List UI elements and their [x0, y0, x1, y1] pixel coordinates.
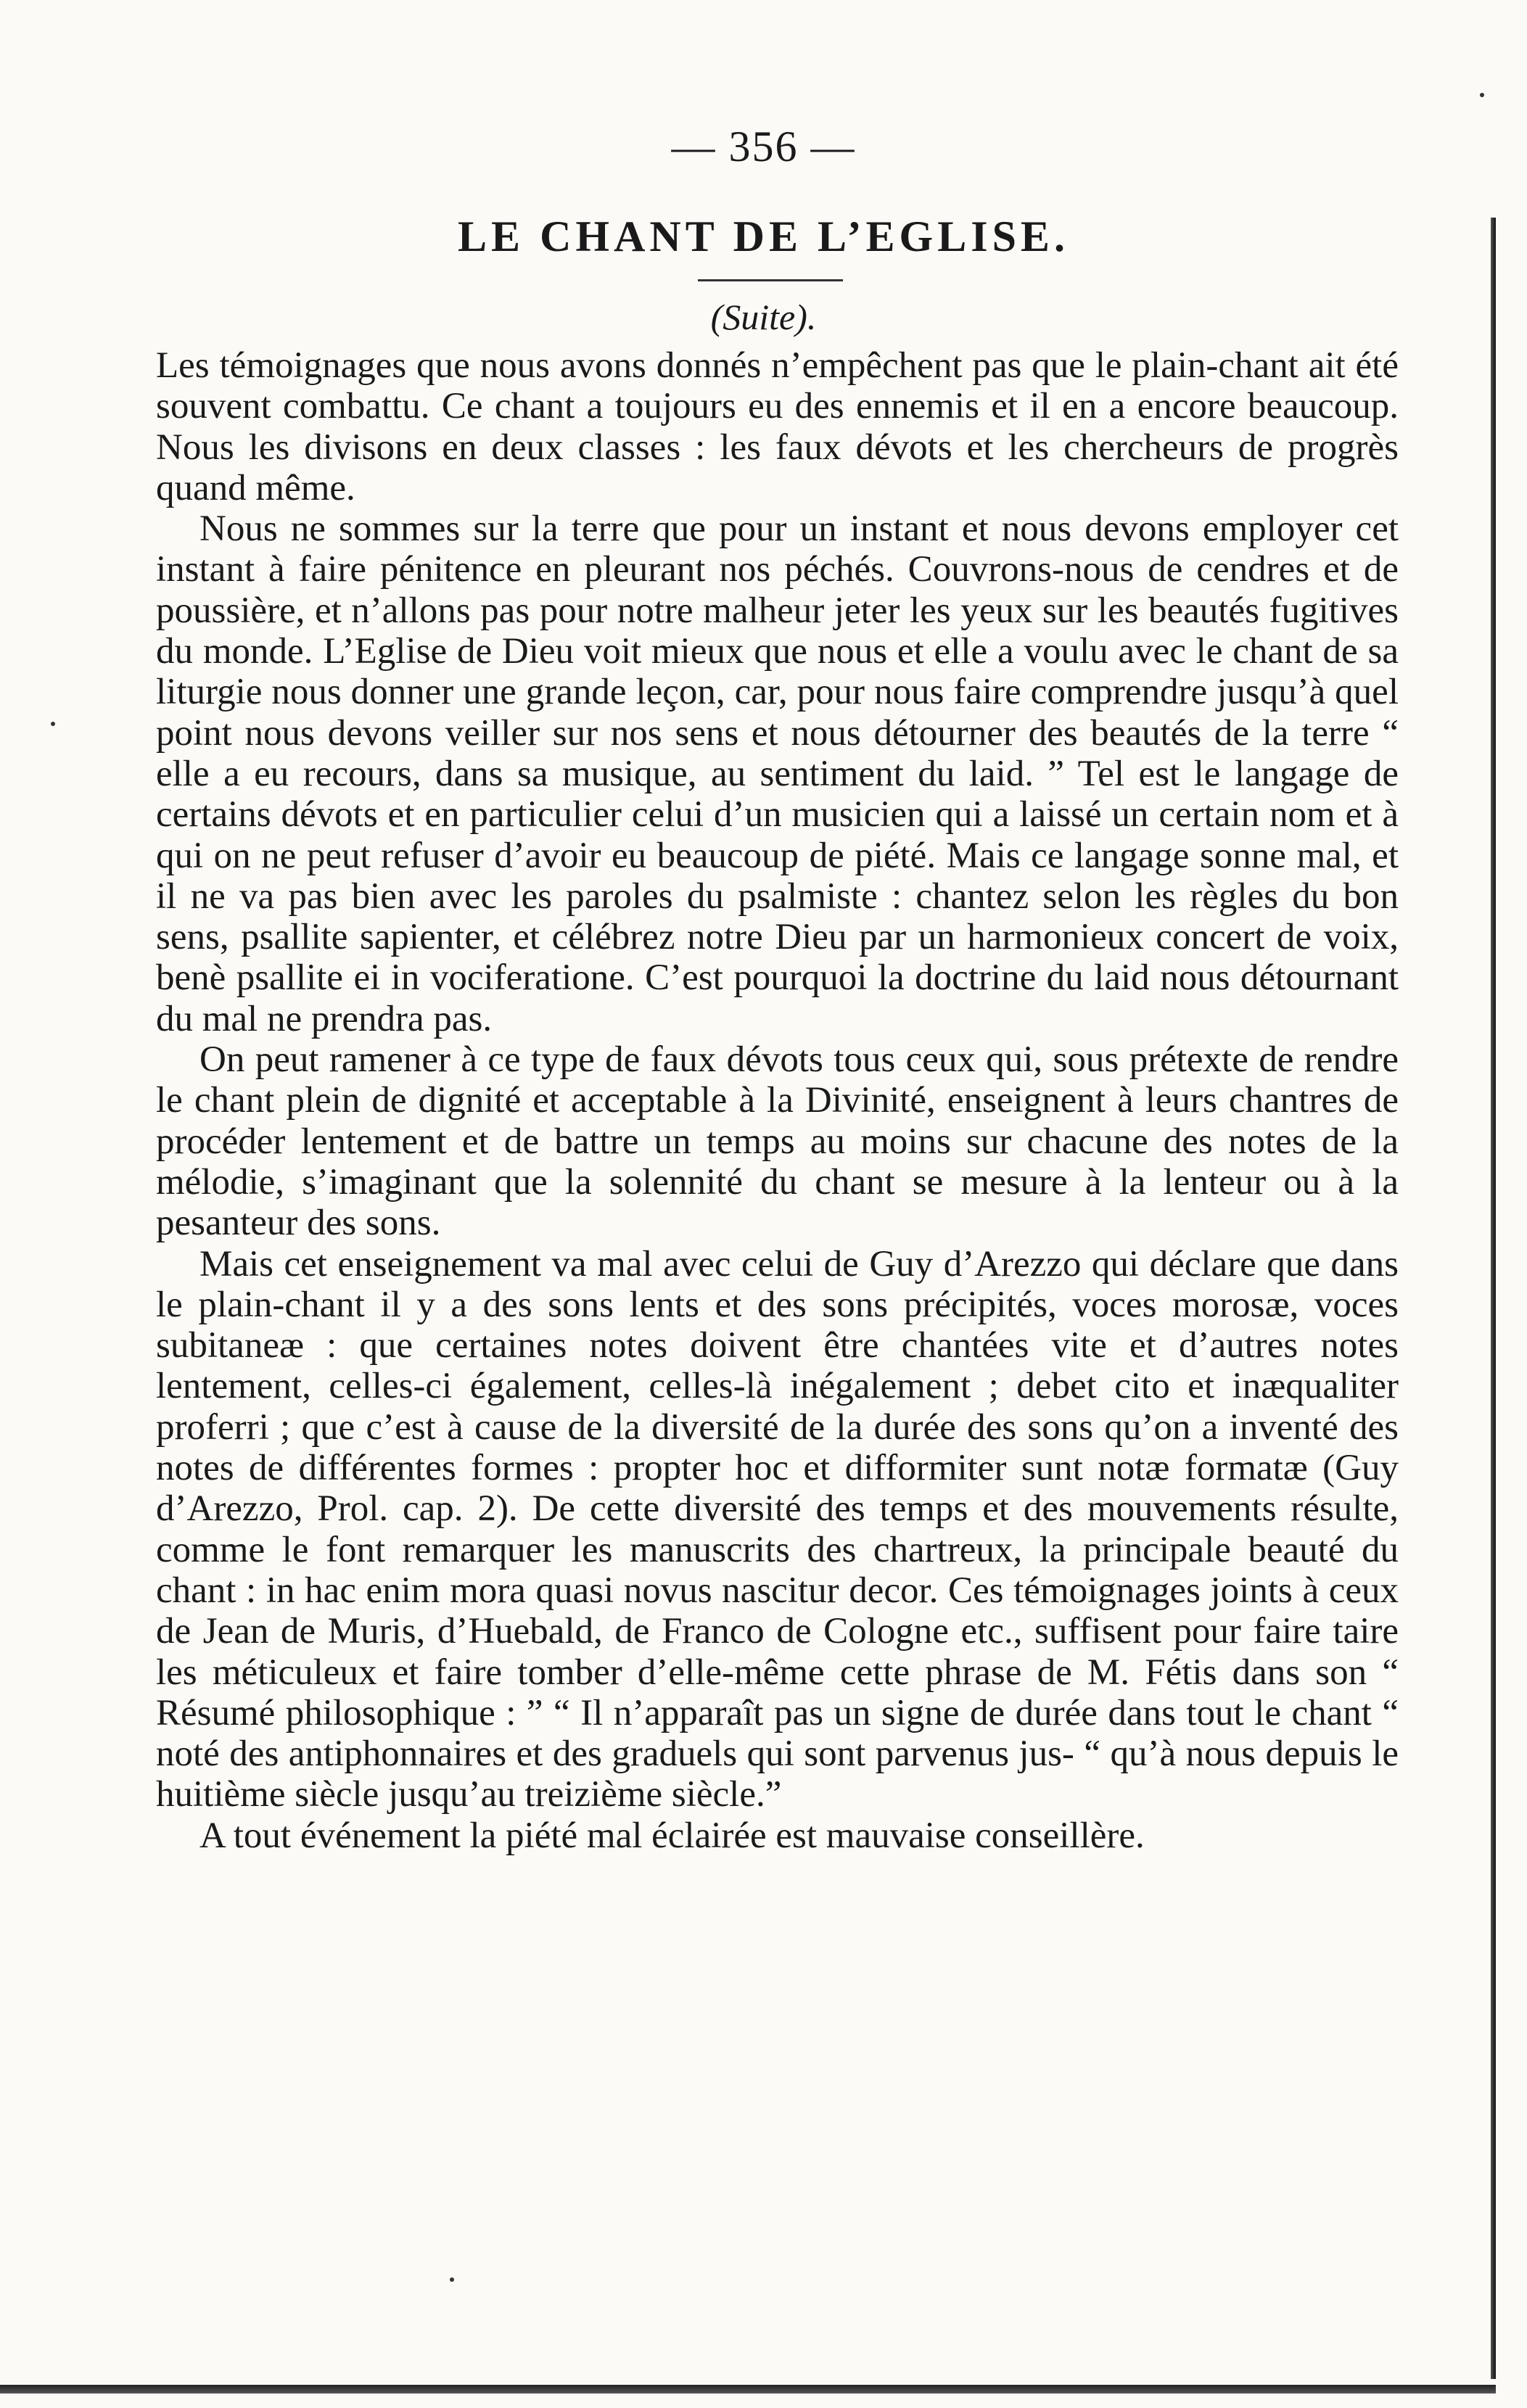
ink-spot	[1480, 93, 1484, 97]
body-text	[156, 345, 1399, 1856]
chapter-title: LE CHANT DE L’EGLISE.	[458, 213, 1069, 260]
ink-spot	[450, 2277, 454, 2282]
page-edge-bottom	[0, 2385, 1496, 2393]
page-edge-right	[1491, 218, 1496, 2379]
page-number: — 356 —	[671, 123, 856, 170]
ink-spot	[51, 722, 55, 726]
title-rule	[698, 279, 843, 281]
paragraph-2: Nous ne sommes sur la terre que pour un instant et nous devons employer cet instant à faire pénitence en pleurant nos péchés. Couvrons-nous de cendres et de poussière, et n’allons pas pour notre malheur jeter les yeux sur les beautés fugitives du monde. L’Eglise de Dieu voit mieux que nous et elle a voulu avec le chant de sa liturgie nous donner une grande leçon, car, pour nous faire comprendre jusqu’à quel point nous devons veiller sur nos sens et nous détourner des beautés de la terre “ elle a eu recours, dans sa musique, au sentiment du laid. ” Tel est le langage de certains dévots et en particulier celui d’un musicien qui a laissé un certain nom et à qui on ne peut refuser d’avoir eu beaucoup de piété. Mais ce langage sonne mal, et il ne va pas bien avec les paroles du psalmiste : chantez selon les règles du bon sens, psallite sapienter, et célébrez notre Dieu par un harmonieux concert de voix, benè psallite ei in vociferatione. C’est pourquoi la doctrine du laid nous détournant du mal ne prendra pas.	[156, 508, 1399, 1039]
paragraph-3: On peut ramener à ce type de faux dévots tous ceux qui, sous prétexte de rendre le chant plein de dignité et acceptable à la Divinité, enseignent à leurs chantres de procéder lentement et de battre un temps au moins sur chacune des notes de la mélodie, s’imaginant que la solennité du chant se mesure à la lenteur ou à la pesanteur des sons.	[156, 1039, 1399, 1244]
chapter-subtitle: (Suite).	[710, 297, 817, 337]
paragraph-5: A tout événement la piété mal éclairée est mauvaise conseillère.	[199, 1815, 1145, 1856]
paragraph-1: Les témoignages que nous avons donnés n’empêchent pas que le plain-chant ait été souvent combattu. Ce chant a toujours eu des ennemis et il en a encore beaucoup. Nous les divisons en deux classes : les faux dévots et les chercheurs de progrès quand même.	[156, 345, 1399, 508]
paragraph-4: Mais cet enseignement va mal avec celui de Guy d’Arezzo qui déclare que dans le plain-chant il y a des sons lents et des sons précipités, voces morosæ, voces subitaneæ : que certaines notes doivent être chantées vite et d’autres notes lentement, celles-ci également, celles-là inégalement ; debet cito et inæqualiter proferri ; que c’est à cause de la diversité de la durée des sons qu’on a inventé des notes de différentes formes : propter hoc et difformiter sunt notæ formatæ (Guy d’Arezzo, Prol. cap. 2). De cette diversité des temps et des mouvements résulte, comme le font remarquer les manuscrits des chartreux, la principale beauté du chant : in hac enim mora quasi novus nascitur decor. Ces témoignages joints à ceux de Jean de Muris, d’Huebald, de Franco de Cologne etc., suffisent pour faire taire les méticuleux et faire tomber d’elle-même cette phrase de M. Fétis dans son “ Résumé philosophique : ” “ Il n’apparaît pas un signe de durée dans tout le chant “ noté des antiphonnaires et des graduels qui sont parvenus jus- “ qu’à nous depuis le huitième siècle jusqu’au treizième siècle.”	[156, 1243, 1399, 1815]
